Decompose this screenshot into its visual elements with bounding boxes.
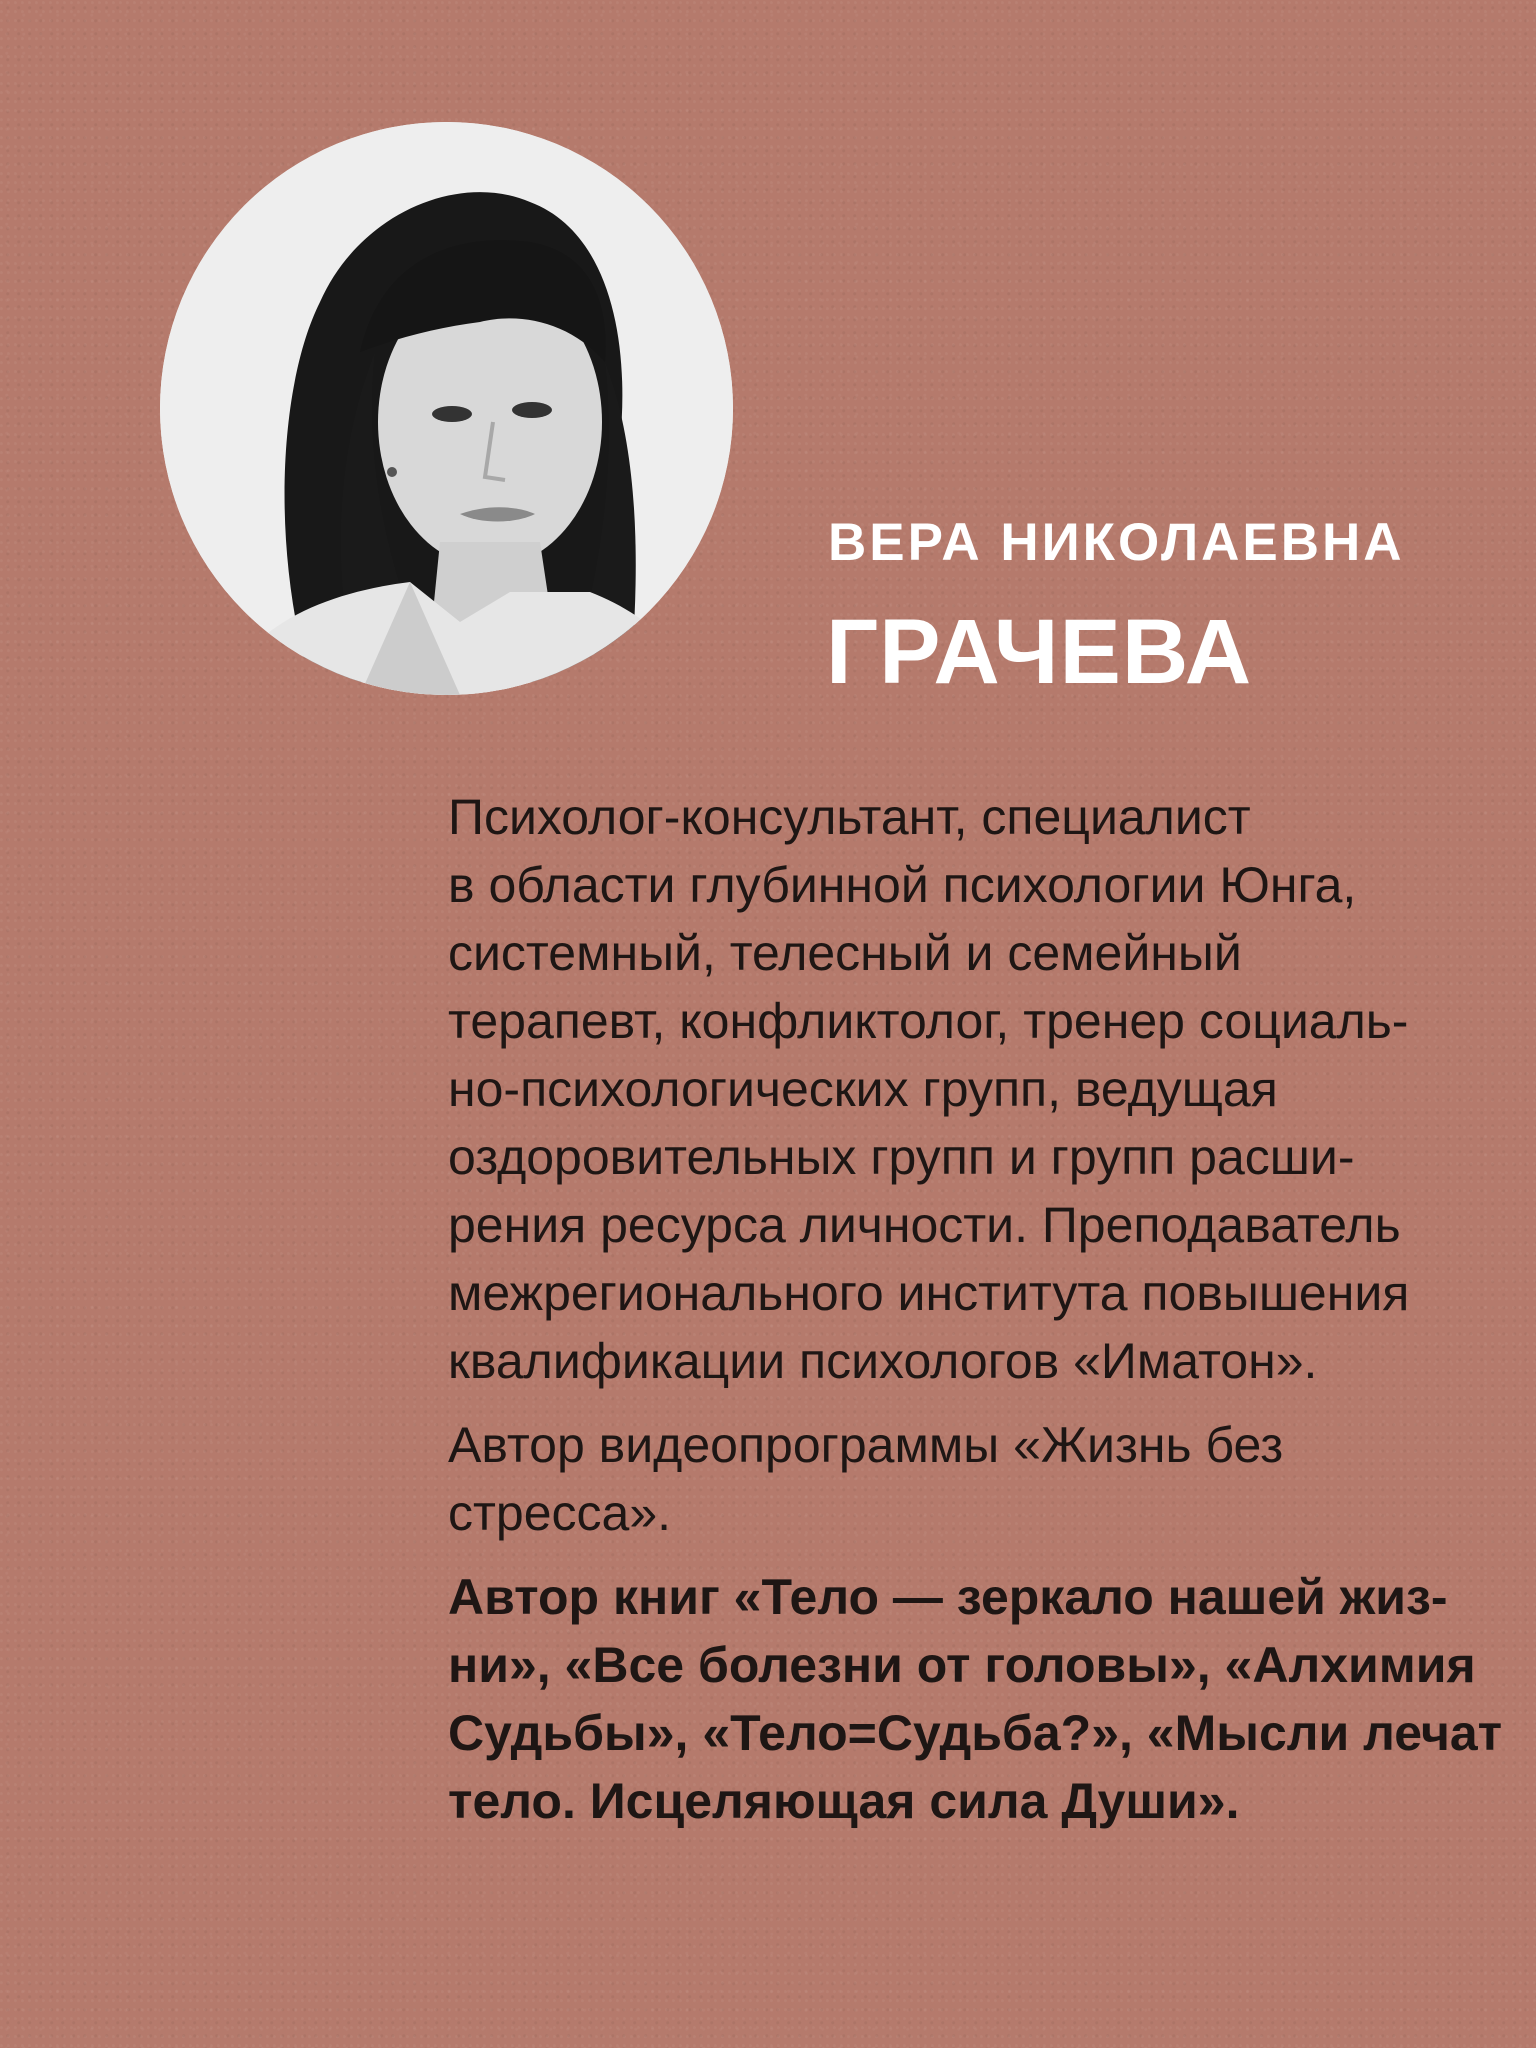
author-photo <box>160 122 733 695</box>
bio-line: терапевт, конфликтолог, тренер социаль- <box>448 993 1409 1049</box>
author-last-name: ГРАЧЕВА <box>826 601 1253 703</box>
bio-line: стресса». <box>448 1485 672 1541</box>
bio-line: межрегионального института повышения <box>448 1265 1410 1321</box>
author-first-names: ВЕРА НИКОЛАЕВНА <box>828 513 1405 572</box>
bio-paragraph-books <box>448 1563 1503 1835</box>
bio-line: оздоровительных групп и групп расши- <box>448 1129 1355 1185</box>
bio-paragraph-profession <box>448 783 1488 1395</box>
bio-line: Психолог-консультант, специалист <box>448 789 1251 845</box>
bio-line: системный, телесный и семейный <box>448 925 1242 981</box>
bio-line: Судьбы», «Тело=Судьба?», «Мысли лечат <box>448 1705 1503 1761</box>
bio-line: квалификации психологов «Иматон». <box>448 1333 1318 1389</box>
bio-line: ни», «Все болезни от головы», «Алхимия <box>448 1637 1476 1693</box>
bio-line: рения ресурса личности. Преподаватель <box>448 1197 1401 1253</box>
bio-line: но-психологических групп, ведущая <box>448 1061 1278 1117</box>
bio-line: Автор видеопрограммы «Жизнь без <box>448 1417 1284 1473</box>
bio-line: Автор книг «Тело — зеркало нашей жиз- <box>448 1569 1448 1625</box>
bio-line: тело. Исцеляющая сила Души». <box>448 1773 1240 1829</box>
author-bio <box>448 783 1503 1851</box>
bio-line: в области глубинной психологии Юнга, <box>448 857 1357 913</box>
bio-paragraph-video <box>448 1411 1488 1547</box>
